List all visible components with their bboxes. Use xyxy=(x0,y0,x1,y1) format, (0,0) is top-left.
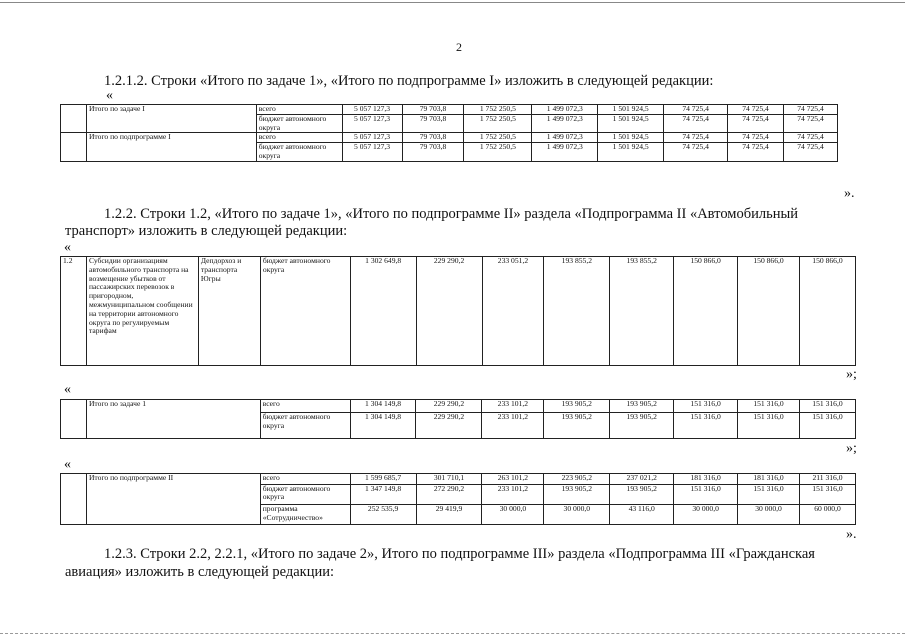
page-number: 2 xyxy=(456,40,462,54)
value-cell: 79 703,8 xyxy=(402,114,464,133)
close-quote-2: »; xyxy=(846,367,857,382)
value-cell: 74 725,4 xyxy=(664,105,728,115)
value-cell: 30 000,0 xyxy=(674,504,738,524)
value-cell: 5 057 127,3 xyxy=(342,114,402,133)
value-cell: 1 752 250,5 xyxy=(464,143,532,162)
value-cell: 1 302 649,8 xyxy=(350,257,416,366)
funding-source: всего xyxy=(256,133,342,143)
section-3-heading-line2: авиация» изложить в следующей редакции: xyxy=(65,564,335,580)
value-cell: 233 101,2 xyxy=(482,400,544,413)
funding-source: бюджет автономного округа xyxy=(260,413,350,439)
value-cell: 229 290,2 xyxy=(416,413,482,439)
value-cell: 1 501 924,5 xyxy=(598,105,664,115)
row-label: Итого по подпрограмме II xyxy=(86,474,260,525)
open-quote-1: « xyxy=(106,88,113,103)
value-cell: 193 905,2 xyxy=(610,413,674,439)
value-cell: 1 501 924,5 xyxy=(598,133,664,143)
value-cell: 1 599 685,7 xyxy=(350,474,416,485)
scan-bottom-edge xyxy=(0,633,905,634)
row-label: Итого по задаче 1 xyxy=(86,400,260,439)
value-cell: 79 703,8 xyxy=(402,105,464,115)
value-cell: 181 316,0 xyxy=(674,474,738,485)
close-quote-1: ». xyxy=(844,186,855,201)
value-cell: 150 866,0 xyxy=(799,257,855,366)
table-2 xyxy=(60,256,856,366)
value-cell: 233 051,2 xyxy=(482,257,544,366)
value-cell: 74 725,4 xyxy=(728,133,784,143)
funding-source: всего xyxy=(256,105,342,115)
value-cell: 237 021,2 xyxy=(610,474,674,485)
value-cell: 193 905,2 xyxy=(544,484,610,504)
value-cell: 233 101,2 xyxy=(482,413,544,439)
funding-source: бюджет автономного округа xyxy=(260,257,350,366)
value-cell: 233 101,2 xyxy=(482,484,544,504)
value-cell: 151 316,0 xyxy=(674,400,738,413)
funding-source: всего xyxy=(260,400,350,413)
value-cell: 30 000,0 xyxy=(482,504,544,524)
value-cell: 1 304 149,8 xyxy=(350,400,416,413)
value-cell: 60 000,0 xyxy=(799,504,855,524)
value-cell: 79 703,8 xyxy=(402,143,464,162)
value-cell: 74 725,4 xyxy=(783,105,837,115)
funding-source: программа «Сотрудничество» xyxy=(260,504,350,524)
table-3 xyxy=(60,399,856,439)
value-cell: 1 499 072,3 xyxy=(532,114,598,133)
value-cell: 1 752 250,5 xyxy=(464,133,532,143)
table-row xyxy=(61,474,856,485)
value-cell: 74 725,4 xyxy=(728,143,784,162)
funding-source: бюджет автономного округа xyxy=(256,143,342,162)
funding-source: бюджет автономного округа xyxy=(256,114,342,133)
value-cell: 229 290,2 xyxy=(416,400,482,413)
value-cell: 272 290,2 xyxy=(416,484,482,504)
value-cell: 151 316,0 xyxy=(674,484,738,504)
value-cell: 74 725,4 xyxy=(664,114,728,133)
value-cell: 150 866,0 xyxy=(738,257,800,366)
value-cell: 193 855,2 xyxy=(610,257,674,366)
value-cell: 74 725,4 xyxy=(664,133,728,143)
value-cell: 43 116,0 xyxy=(610,504,674,524)
value-cell: 181 316,0 xyxy=(738,474,800,485)
value-cell: 151 316,0 xyxy=(674,413,738,439)
measure-name: Субсидии организациям автомобильного транспорта на возмещение убытков от пассажирских перевозок в пригородном, межмуниципальном сообщении на территории автономного округа по регулируемым тарифам xyxy=(86,257,198,366)
value-cell: 29 419,9 xyxy=(416,504,482,524)
value-cell: 193 905,2 xyxy=(610,400,674,413)
value-cell: 151 316,0 xyxy=(738,400,800,413)
close-quote-3: »; xyxy=(846,441,857,456)
value-cell: 5 057 127,3 xyxy=(342,133,402,143)
value-cell: 151 316,0 xyxy=(738,484,800,504)
value-cell: 1 499 072,3 xyxy=(532,133,598,143)
value-cell: 74 725,4 xyxy=(783,114,837,133)
open-quote-3: « xyxy=(64,382,71,397)
funding-source: бюджет автономного округа xyxy=(260,484,350,504)
row-label: Итого по задаче I xyxy=(86,105,256,133)
close-quote-4: ». xyxy=(846,527,857,542)
value-cell: 1 752 250,5 xyxy=(464,105,532,115)
value-cell: 229 290,2 xyxy=(416,257,482,366)
table-row xyxy=(61,105,838,115)
value-cell: 223 905,2 xyxy=(544,474,610,485)
value-cell: 151 316,0 xyxy=(738,413,800,439)
value-cell: 5 057 127,3 xyxy=(342,143,402,162)
value-cell: 211 316,0 xyxy=(799,474,855,485)
section-3-heading-line1: 1.2.3. Строки 2.2, 2.2.1, «Итого по задаче 2», Итого по подпрограмме III» раздела «Подпрограмма III «Гражданская xyxy=(104,546,815,562)
value-cell: 151 316,0 xyxy=(799,484,855,504)
funding-source: всего xyxy=(260,474,350,485)
value-cell: 193 855,2 xyxy=(544,257,610,366)
value-cell: 150 866,0 xyxy=(674,257,738,366)
value-cell: 74 725,4 xyxy=(728,114,784,133)
open-quote-2: « xyxy=(64,240,71,255)
value-cell: 1 304 149,8 xyxy=(350,413,416,439)
table-row xyxy=(61,257,856,366)
table-row xyxy=(61,133,838,143)
value-cell: 1 347 149,8 xyxy=(350,484,416,504)
value-cell: 74 725,4 xyxy=(664,143,728,162)
value-cell: 252 535,9 xyxy=(350,504,416,524)
value-cell: 1 501 924,5 xyxy=(598,143,664,162)
value-cell: 1 499 072,3 xyxy=(532,105,598,115)
value-cell: 1 501 924,5 xyxy=(598,114,664,133)
value-cell: 5 057 127,3 xyxy=(342,105,402,115)
value-cell: 263 101,2 xyxy=(482,474,544,485)
row-label: Итого по подпрограмме I xyxy=(86,133,256,161)
table-1 xyxy=(60,104,838,162)
scan-top-edge xyxy=(0,2,905,3)
value-cell: 74 725,4 xyxy=(783,133,837,143)
value-cell: 74 725,4 xyxy=(728,105,784,115)
open-quote-4: « xyxy=(64,457,71,472)
value-cell: 30 000,0 xyxy=(544,504,610,524)
value-cell: 193 905,2 xyxy=(544,413,610,439)
value-cell: 193 905,2 xyxy=(544,400,610,413)
value-cell: 30 000,0 xyxy=(738,504,800,524)
table-row xyxy=(61,400,856,413)
section-1-heading: 1.2.1.2. Строки «Итого по задаче 1», «Итого по подпрограмме I» изложить в следующей редакции: xyxy=(104,73,714,89)
value-cell: 193 905,2 xyxy=(610,484,674,504)
section-2-heading-line1: 1.2.2. Строки 1.2, «Итого по задаче 1», «Итого по подпрограмме II» раздела «Подпрограмма II «Автомобильный xyxy=(104,206,798,222)
section-2-heading-line2: транспорт» изложить в следующей редакции: xyxy=(65,223,348,239)
value-cell: 1 752 250,5 xyxy=(464,114,532,133)
value-cell: 151 316,0 xyxy=(799,413,855,439)
value-cell: 151 316,0 xyxy=(799,400,855,413)
row-number: 1.2 xyxy=(61,257,87,366)
value-cell: 79 703,8 xyxy=(402,133,464,143)
executor: Депдорхоз и транспорта Югры xyxy=(198,257,260,366)
value-cell: 301 710,1 xyxy=(416,474,482,485)
value-cell: 1 499 072,3 xyxy=(532,143,598,162)
table-4 xyxy=(60,473,856,525)
value-cell: 74 725,4 xyxy=(783,143,837,162)
